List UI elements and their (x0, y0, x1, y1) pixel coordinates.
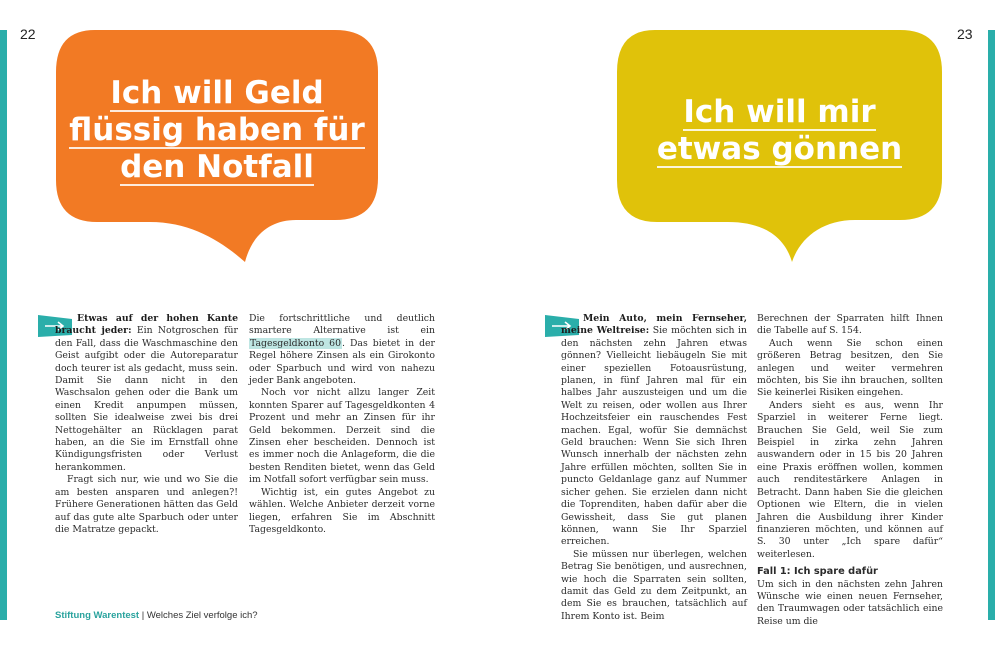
left-paragraph: . Das bietet in der Regel höhere Zinsen als ein Girokonto oder Sparbuch und wird von nahezu jeder Bank angeboten. (249, 337, 435, 387)
right-paragraph: Sie müssen nur überlegen, welchen Betrag Sie benötigen, und ausrechnen, wie hoch die Sparraten sein sollten, damit das Geld zu dem Zeitpunkt, an dem Sie es brauchen, tatsächlich auf Ihrem Konto ist. Beim (561, 548, 747, 622)
page-number-left: 22 (20, 26, 36, 42)
footer (55, 610, 258, 621)
footer-separator: | (139, 610, 147, 621)
left-paragraph: Fragt sich nur, wie und wo Sie die am besten ansparen und anlegen?! Frühere Generationen hätten das Geld auf das gute alte Sparbuch oder unter die Matratze gepackt. (55, 474, 238, 535)
footer-section-title: Welches Ziel verfolge ich? (146, 610, 258, 621)
left-headline (56, 75, 378, 186)
right-paragraph: Um sich in den nächsten zehn Jahren Wünsche wie einen neuen Fernseher, den Traumwagen oder tatsächlich eine Reise um die (757, 578, 943, 627)
left-text-column-2 (249, 313, 435, 536)
right-paragraph: Sie möchten sich in den nächsten zehn Jahren etwas gönnen? Vielleicht liebäugeln Sie mit einer speziellen Fotoausrüstung, planen, in fünf Jahren mal für ein halbes Jahr auszusteigen und um die Welt zu reisen, oder wollen aus Ihrer Hochzeitsfeier ein rauschendes Fest machen. Egal, wofür Sie demnächst Geld brauchen: Wenn Sie sich Ihren Wunsch innerhalb der nächsten zehn Jahre erfüllen möchten, sollten Sie in puncto Geldanlage ganz auf Nummer sicher gehen. Sie erzielen dann nicht die Toprenditen, haben dafür aber die Gewissheit, dass Sie gut planen können, wann Sie Ihr Sparziel erreichen. (561, 325, 747, 548)
footer-brand: Stiftung Warentest (55, 610, 140, 621)
tagesgeldkonto-link[interactable]: Tagesgeldkonto 60 (250, 337, 342, 349)
right-text-column-1 (561, 313, 747, 623)
right-headline (617, 94, 942, 168)
subheading-fall-1: Fall 1: Ich spare dafür (757, 566, 878, 578)
right-headline-line-1: Ich will mir (683, 94, 876, 130)
right-lead-text: Mein Auto, mein Fernseher, meine Weltreise: (561, 313, 747, 337)
right-text-column-2 (757, 313, 943, 628)
right-paragraph: Auch wenn Sie schon einen größeren Betrag besitzen, den Sie anlegen und weiter vermehren möchten, bis Sie ihn brauchen, sollten Sie keinerlei Risiken eingehen. (757, 337, 943, 399)
right-headline-line-2: etwas gönnen (656, 131, 903, 167)
right-paragraph: Berechnen der Sparraten hilft Ihnen die Tabelle auf S. 154. (757, 313, 943, 337)
left-headline-line-2: flüssig haben für (69, 112, 365, 148)
left-paragraph: Wichtig ist, ein gutes Angebot zu wählen. Welche Anbieter derzeit vorne liegen, erfahren Sie im Abschnitt Tagesgeldkonto. (249, 486, 435, 535)
right-paragraph: Anders sieht es aus, wenn Ihr Sparziel in weiterer Ferne liegt. Brauchen Sie Geld, weil Sie zum Beispiel in zirka zehn Jahren auswandern oder in 15 bis 20 Jahren eine Praxis eröffnen wollen, kommen auch renditestärkere Anlagen in Betracht. Dann haben Sie die gleichen Optionen wie Eltern, die in vielen Jahren die Ausbildung ihrer Kinder finanzieren möchten, und können auf S. 30 unter „Ich spare dafür“ weiterlesen. (757, 399, 943, 560)
left-paragraph: Ein Notgroschen für den Fall, dass die Waschmaschine den Geist aufgibt oder die Autoreparatur doch teurer ist als gedacht, muss sein. Damit Sie dann nicht in den Waschsalon gehen oder die Bank um einen Kredit anpumpen müssen, sollten Sie idealweise zwei bis drei Nettogehälter an Rücklagen parat haben, an die Sie im Ernstfall ohne Kündigungsfristen oder Verlust herankommen. (55, 325, 238, 473)
left-headline-line-3: den Notfall (120, 149, 314, 185)
left-headline-line-1: Ich will Geld (110, 75, 324, 111)
left-lead-text: Etwas auf der hohen Kante braucht jeder: (55, 313, 238, 337)
left-text-column-1 (55, 313, 238, 536)
left-paragraph: Die fortschrittliche und deutlich smartere Alternative ist ein (249, 313, 435, 337)
page-number-right: 23 (957, 26, 973, 42)
left-paragraph: Noch vor nicht allzu langer Zeit konnten Sparer auf Tagesgeldkonten 4 Prozent und mehr an Zinsen für ihr Geld bekommen. Derzeit sind die Zinsen eher bescheiden. Dennoch ist es immer noch die Anlageform, die die besten Renditen bietet, wenn das Geld im Notfall sofort verfügbar sein muss. (249, 387, 435, 486)
